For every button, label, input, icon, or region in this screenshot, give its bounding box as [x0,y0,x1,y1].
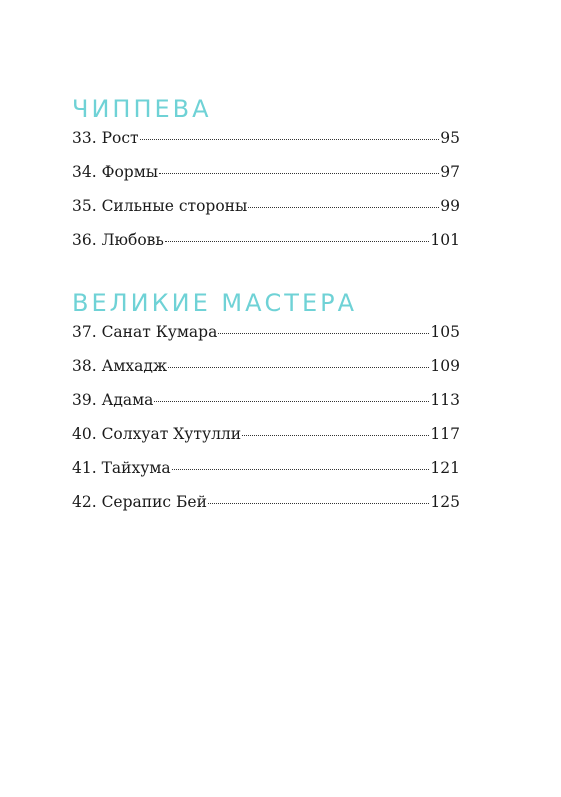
dot-leader [248,207,439,208]
toc-entry-page: 101 [430,231,460,249]
dot-leader [168,367,429,368]
toc-entry-page: 105 [430,323,460,341]
toc-entry[interactable] [72,393,460,427]
toc-entry[interactable] [72,325,460,359]
toc-entry-title: 41. Тайхума [72,459,171,477]
toc-entry-title: 39. Адама [72,391,154,409]
toc-entry[interactable] [72,233,460,267]
dot-leader [208,503,429,504]
toc-entry-title: 33. Рост [72,129,139,147]
toc-entry[interactable] [72,131,460,165]
toc-entry-title: 37. Санат Кумара [72,323,218,341]
toc-entry-page: 113 [430,391,460,409]
toc-entry-title: 36. Любовь [72,231,164,249]
toc-entry-page: 109 [430,357,460,375]
dot-leader [242,435,429,436]
toc-entry[interactable] [72,199,460,233]
dot-leader [154,401,429,402]
toc-entry-page: 121 [430,459,460,477]
toc-entry-title: 38. Амхадж [72,357,168,375]
dot-leader [172,469,430,470]
dot-leader [140,139,440,140]
dot-leader [159,173,439,174]
toc-entry[interactable] [72,461,460,495]
toc-entry-title: 40. Солхуат Хутулли [72,425,242,443]
toc-entry-page: 99 [440,197,460,215]
toc-entry[interactable] [72,359,460,393]
toc-entry[interactable] [72,427,460,461]
toc-list-great-masters [72,325,460,529]
toc-entry-page: 125 [430,493,460,511]
section-heading-chippewa: ЧИППЕВА [72,95,212,123]
toc-entry[interactable] [72,495,460,529]
toc-entry-title: 34. Формы [72,163,159,181]
dot-leader [165,241,430,242]
toc-entry-title: 35. Сильные стороны [72,197,248,215]
toc-entry-page: 117 [430,425,460,443]
toc-entry-page: 95 [440,129,460,147]
dot-leader [218,333,429,334]
toc-entry-title: 42. Серапис Бей [72,493,207,511]
section-heading-great-masters: ВЕЛИКИЕ МАСТЕРА [72,289,358,317]
toc-entry-page: 97 [440,163,460,181]
toc-entry[interactable] [72,165,460,199]
toc-list-chippewa [72,131,460,267]
